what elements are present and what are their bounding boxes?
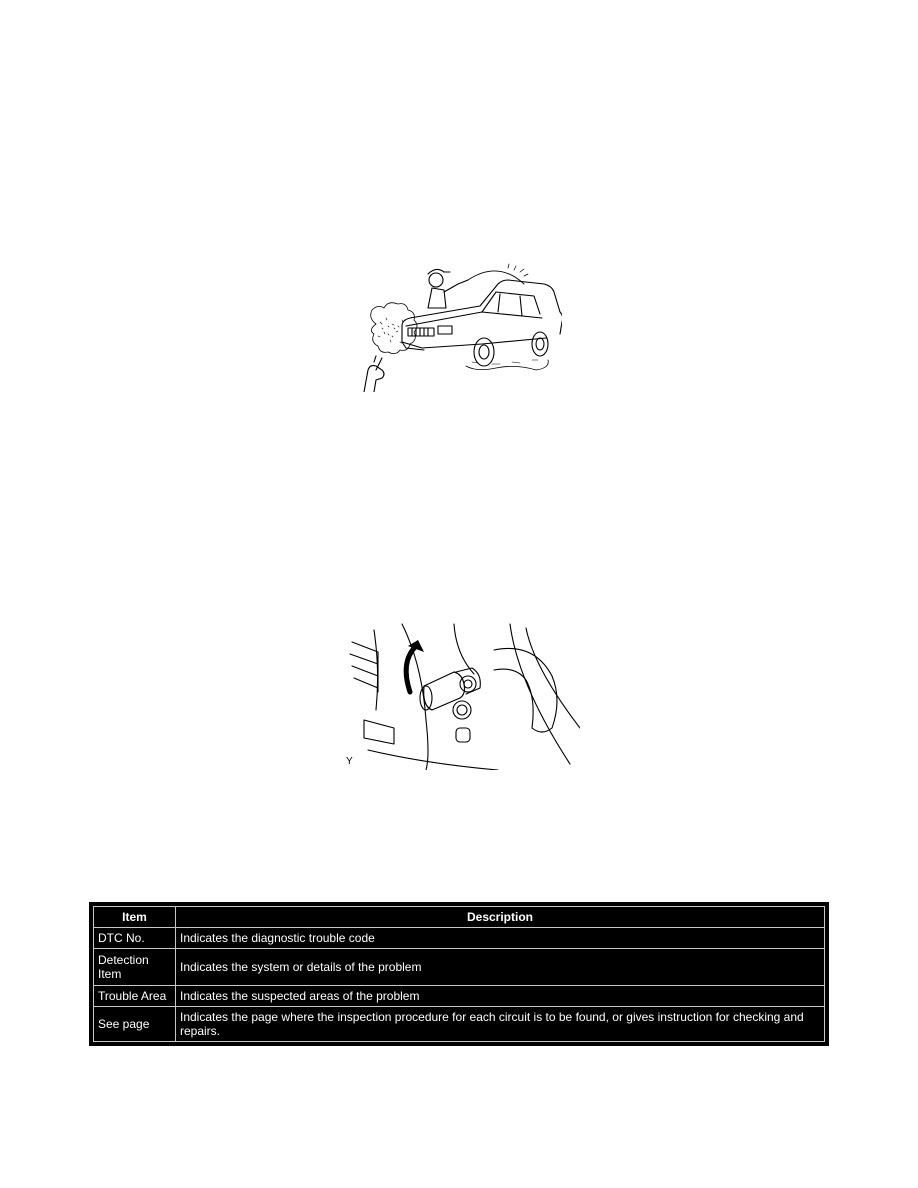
ignition-key-turn-illustration: [344, 620, 580, 770]
table-row: [94, 949, 825, 986]
cell-item: Trouble Area: [94, 986, 176, 1007]
car-water-spray-illustration: [362, 262, 562, 392]
cell-description: Indicates the suspected areas of the problem: [176, 986, 825, 1007]
column-header-description: Description: [176, 907, 825, 928]
table-row: [94, 928, 825, 949]
table-row: [94, 986, 825, 1007]
cell-item: DTC No.: [94, 928, 176, 949]
cell-description: Indicates the diagnostic trouble code: [176, 928, 825, 949]
table-row: [94, 1007, 825, 1042]
column-header-item: Item: [94, 907, 176, 928]
cell-item: See page: [94, 1007, 176, 1042]
dtc-description-table: [89, 902, 829, 1046]
cell-description: Indicates the system or details of the problem: [176, 949, 825, 986]
cell-item: Detection Item: [94, 949, 176, 986]
cell-description: Indicates the page where the inspection procedure for each circuit is to be found, or gives instruction for checking and repairs.: [176, 1007, 825, 1042]
table-header-row: [94, 907, 825, 928]
figure-code-label: Y: [346, 756, 353, 767]
